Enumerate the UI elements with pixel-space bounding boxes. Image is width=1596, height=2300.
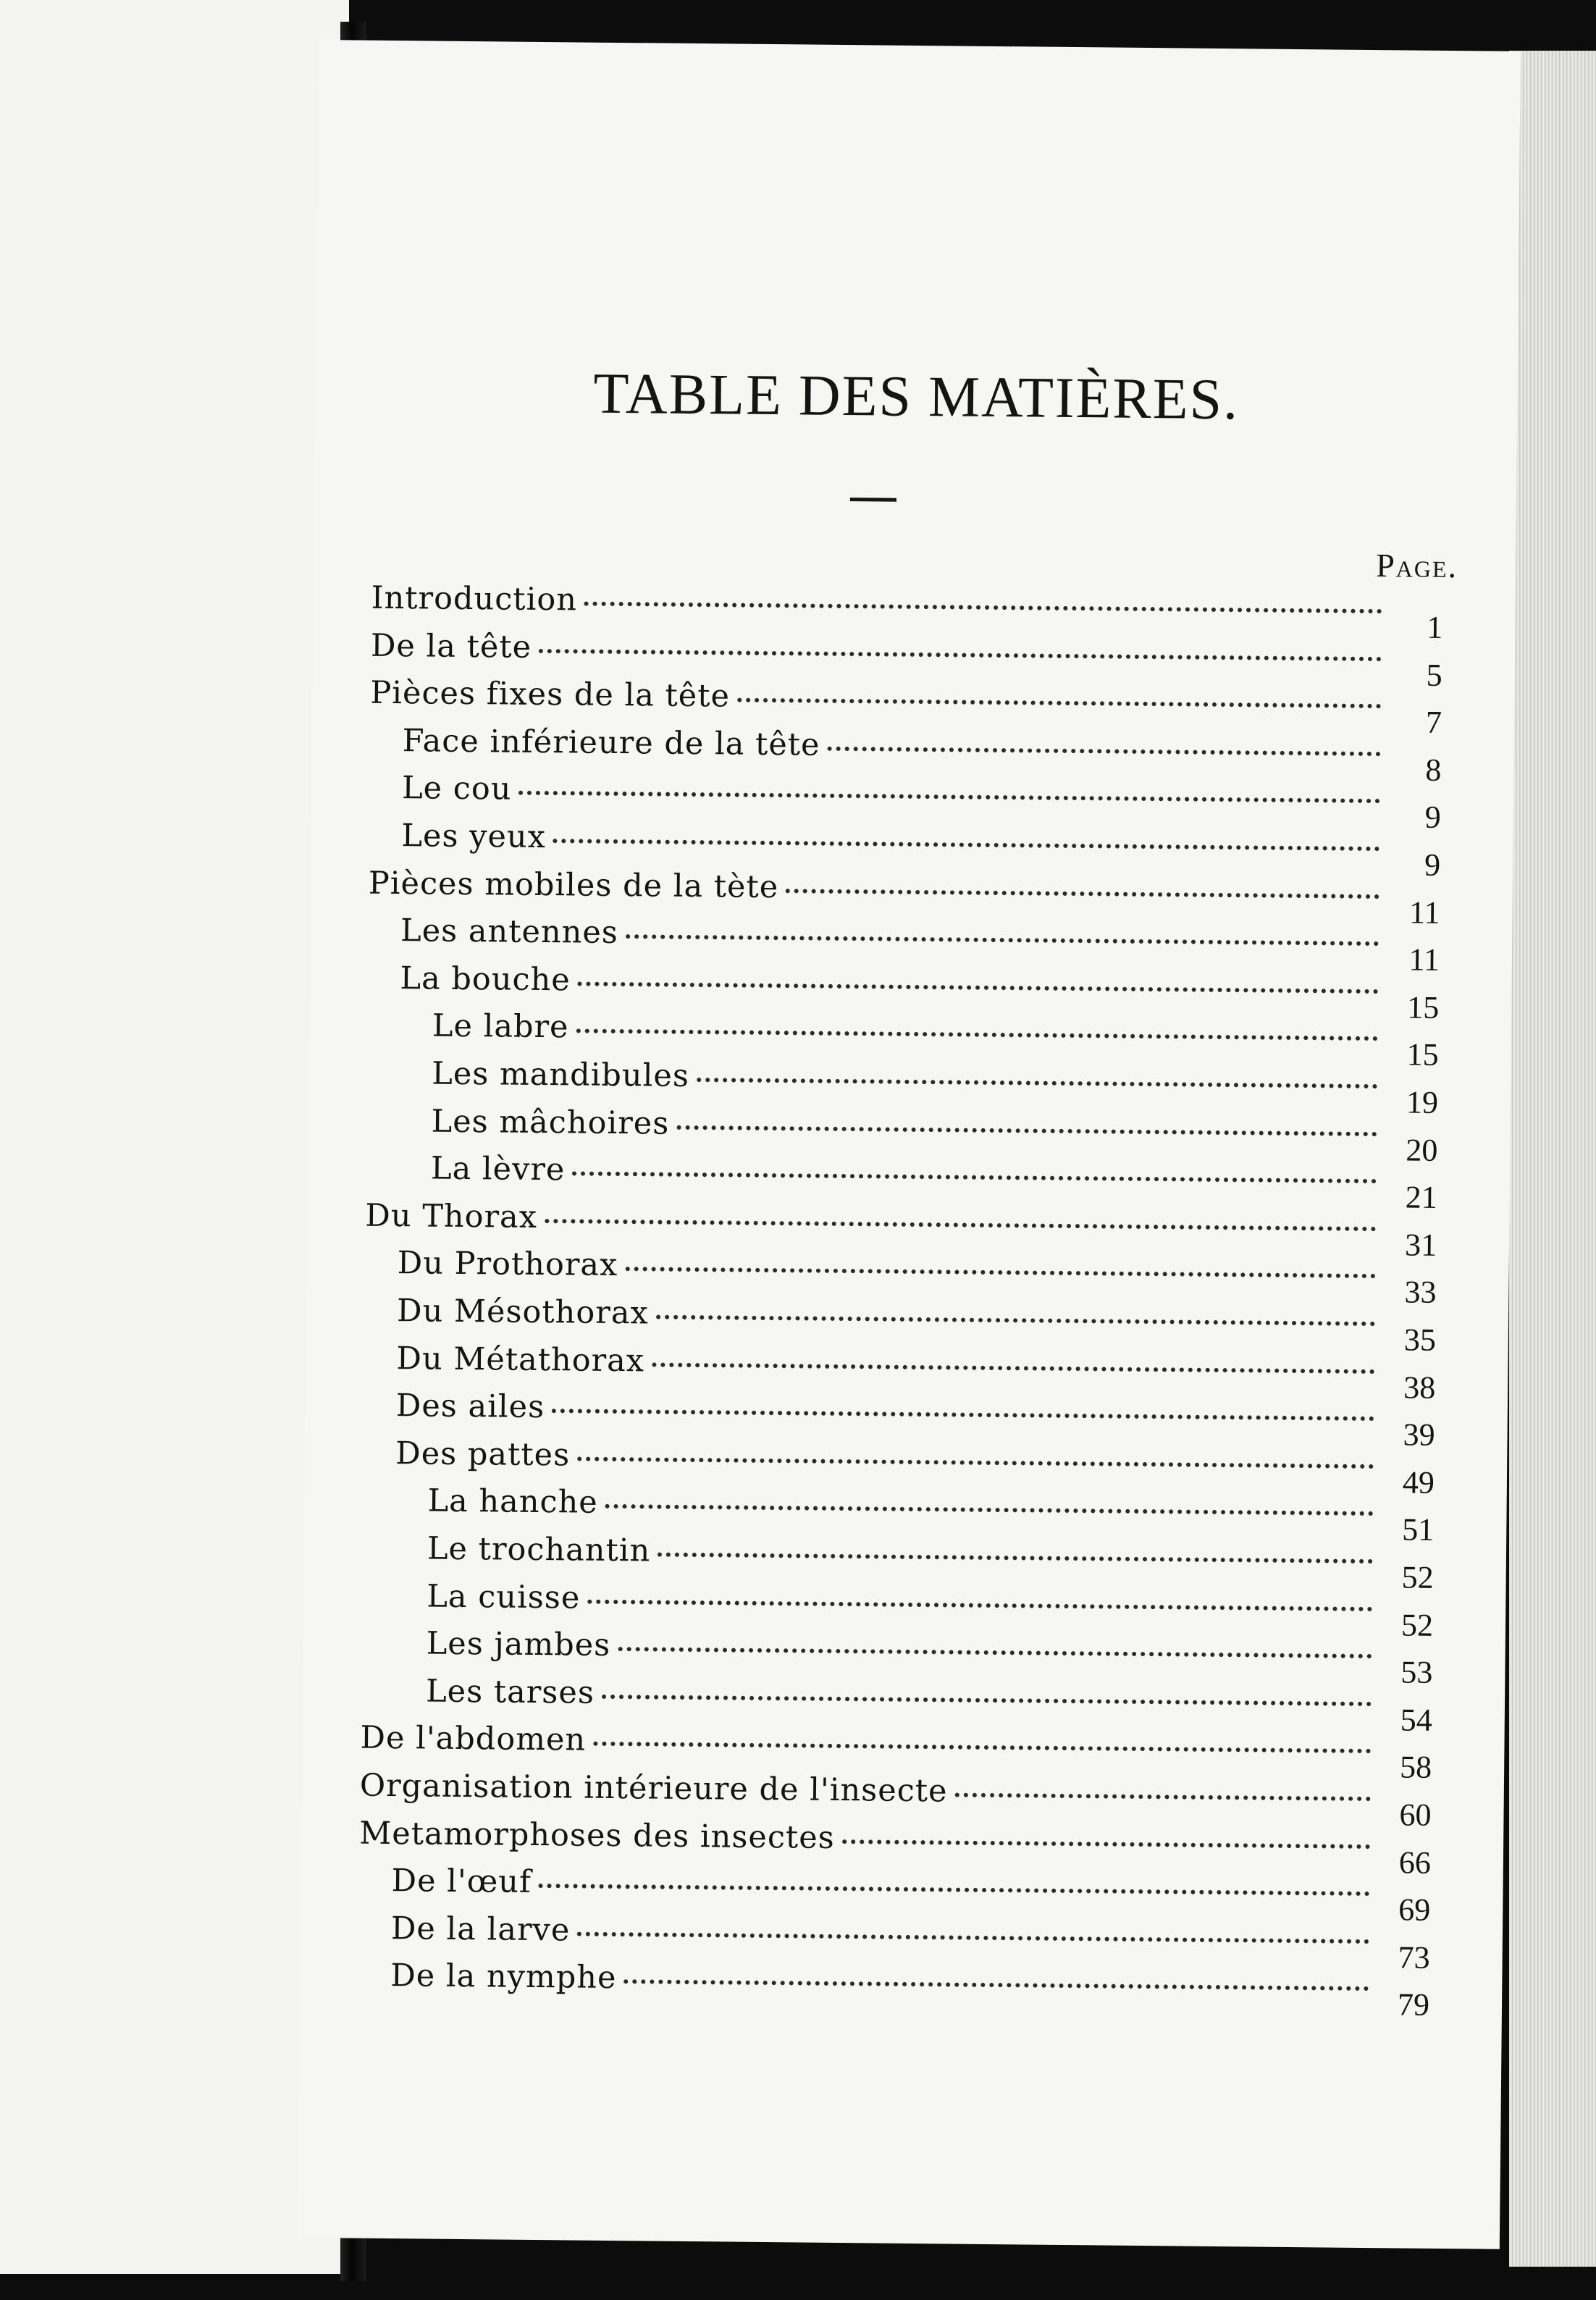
- dot-leader: [539, 649, 1382, 661]
- toc-entry-page-number: 19: [1406, 1084, 1439, 1120]
- toc-entry: [432, 1055, 1439, 1120]
- toc-entry-label: La hanche: [427, 1482, 598, 1522]
- toc-entry-page-number: 33: [1404, 1274, 1437, 1311]
- toc-entry-label: Des ailes: [395, 1388, 545, 1426]
- dot-leader: [552, 1409, 1374, 1421]
- toc-entry-label: Du Thorax: [365, 1197, 538, 1235]
- dot-leader: [576, 1029, 1377, 1041]
- toc-entry-page-number: 51: [1402, 1511, 1435, 1548]
- toc-entry-label: La cuisse: [427, 1578, 581, 1616]
- toc-entry-label: Les mâchoires: [431, 1103, 670, 1142]
- page-column-label: Page.: [1375, 547, 1458, 585]
- title-divider: [850, 498, 896, 502]
- toc-entry-label: Du Prothorax: [397, 1245, 618, 1284]
- dot-leader: [652, 1362, 1374, 1374]
- toc-entry-page-number: 49: [1402, 1464, 1435, 1501]
- dot-leader: [602, 1695, 1372, 1706]
- toc-entry-label: De la tête: [370, 627, 532, 666]
- dot-leader: [658, 1553, 1373, 1564]
- dot-leader: [676, 1125, 1377, 1136]
- toc-entry: [432, 1007, 1439, 1073]
- dot-leader: [572, 1172, 1377, 1184]
- toc-entry: [370, 627, 1442, 693]
- toc-entry: [390, 1910, 1430, 1976]
- toc-entry-label: Metamorphoses des insectes: [358, 1815, 835, 1856]
- dot-leader: [842, 1839, 1371, 1849]
- dot-leader: [656, 1315, 1375, 1327]
- toc-entry-label: Les mandibules: [432, 1055, 690, 1094]
- toc-entry-page-number: 7: [1425, 704, 1442, 741]
- toc-entry-page-number: 73: [1398, 1939, 1430, 1976]
- toc-entry-page-number: 1: [1427, 609, 1443, 645]
- toc-entry-page-number: 69: [1398, 1892, 1431, 1928]
- toc-entry-page-number: 31: [1404, 1227, 1437, 1263]
- toc-entry: [427, 1530, 1434, 1595]
- dot-leader: [593, 1742, 1371, 1753]
- toc-entry: [431, 1103, 1438, 1168]
- toc-entry-label: De l'œuf: [391, 1863, 532, 1901]
- toc-entry-label: Les antennes: [400, 912, 619, 952]
- toc-entry-label: Les tarses: [425, 1673, 595, 1711]
- toc-entry-label: Du Mésothorax: [396, 1293, 649, 1332]
- dot-leader: [786, 889, 1379, 899]
- toc-entry: [360, 1720, 1432, 1786]
- toc-entry-label: Le cou: [401, 770, 512, 807]
- dot-leader: [618, 1647, 1372, 1658]
- toc-entry-label: Le labre: [432, 1007, 569, 1046]
- dot-leader: [625, 1267, 1375, 1279]
- toc-entry-page-number: 38: [1403, 1369, 1436, 1406]
- dot-leader: [626, 934, 1379, 946]
- toc-entry: [427, 1578, 1434, 1643]
- toc-entry-label: Les jambes: [426, 1625, 611, 1664]
- page-title: TABLE DES MATIÈRES.: [593, 361, 1240, 432]
- toc-entry-page-number: 79: [1397, 1986, 1430, 2023]
- toc-entry-label: Les yeux: [401, 818, 547, 856]
- toc-entry-page-number: 60: [1399, 1797, 1432, 1833]
- toc-entry-page-number: 35: [1403, 1322, 1437, 1358]
- toc-entry: [402, 722, 1442, 788]
- toc-entry: [391, 1863, 1431, 1928]
- toc-entry-label: Pièces fixes de la tête: [370, 674, 731, 715]
- dot-leader: [577, 1931, 1369, 1943]
- toc-entry-page-number: 9: [1424, 799, 1441, 836]
- toc-entry-label: De la nymphe: [390, 1957, 617, 1997]
- right-page: [298, 40, 1521, 2249]
- toc-entry-page-number: 66: [1398, 1844, 1432, 1881]
- dot-leader: [587, 1599, 1372, 1611]
- toc-entry-page-number: 20: [1406, 1132, 1438, 1168]
- toc-entry: [400, 960, 1440, 1025]
- toc-entry-page-number: 11: [1408, 894, 1440, 931]
- toc-entry: [430, 1150, 1437, 1216]
- toc-entry-page-number: 58: [1399, 1749, 1432, 1786]
- dot-leader: [623, 1980, 1369, 1991]
- toc-entry-page-number: 15: [1407, 989, 1440, 1025]
- toc-entry: [370, 674, 1442, 741]
- toc-entry-page-number: 53: [1400, 1654, 1433, 1691]
- toc-entry-label: De l'abdomen: [360, 1720, 587, 1759]
- toc-entry: [371, 579, 1443, 645]
- dot-leader: [577, 1456, 1374, 1469]
- toc-entry-label: Le trochantin: [427, 1530, 651, 1569]
- toc-entry: [395, 1388, 1435, 1453]
- toc-entry-label: Du Métathorax: [396, 1340, 645, 1379]
- table-of-contents: [314, 579, 1516, 2023]
- toc-entry: [368, 865, 1440, 931]
- toc-entry: [400, 912, 1440, 978]
- page-edges: [1509, 51, 1596, 2267]
- toc-entry-page-number: 21: [1405, 1179, 1437, 1216]
- toc-entry-label: Introduction: [371, 579, 578, 618]
- toc-entry: [401, 770, 1441, 836]
- dot-leader: [518, 791, 1380, 803]
- dot-leader: [539, 1884, 1370, 1896]
- toc-entry-page-number: 15: [1406, 1036, 1439, 1073]
- left-blank-page: [0, 0, 349, 2274]
- toc-entry-page-number: 8: [1425, 752, 1442, 788]
- toc-entry-page-number: 52: [1400, 1607, 1434, 1643]
- toc-entry: [396, 1340, 1436, 1406]
- dot-leader: [697, 1078, 1377, 1088]
- dot-leader: [954, 1793, 1370, 1802]
- toc-entry-page-number: 54: [1400, 1702, 1433, 1738]
- dot-leader: [545, 1219, 1376, 1231]
- dot-leader: [578, 981, 1379, 994]
- toc-entry-page-number: 9: [1424, 847, 1441, 883]
- toc-entry-label: Pièces mobiles de la tète: [368, 865, 779, 905]
- toc-entry-page-number: 5: [1426, 657, 1442, 693]
- dot-leader: [584, 602, 1382, 614]
- toc-entry-label: Des pattes: [395, 1435, 571, 1474]
- toc-entry-page-number: 39: [1403, 1416, 1435, 1453]
- toc-entry-label: Organisation intérieure de l'insecte: [359, 1767, 948, 1810]
- toc-entry: [395, 1435, 1435, 1501]
- toc-entry: [401, 818, 1441, 883]
- toc-entry-page-number: 52: [1401, 1559, 1434, 1595]
- toc-entry: [396, 1293, 1437, 1358]
- toc-entry-label: De la larve: [390, 1910, 571, 1949]
- dot-leader: [827, 747, 1380, 756]
- dot-leader: [553, 839, 1380, 851]
- toc-entry-label: La bouche: [400, 960, 571, 999]
- toc-entry: [425, 1673, 1433, 1738]
- toc-entry-label: La lèvre: [430, 1150, 566, 1188]
- dot-leader: [737, 698, 1381, 709]
- dot-leader: [605, 1504, 1374, 1516]
- toc-entry-label: Face inférieure de la tête: [402, 722, 820, 763]
- toc-entry: [426, 1625, 1433, 1691]
- toc-entry-page-number: 11: [1408, 941, 1440, 978]
